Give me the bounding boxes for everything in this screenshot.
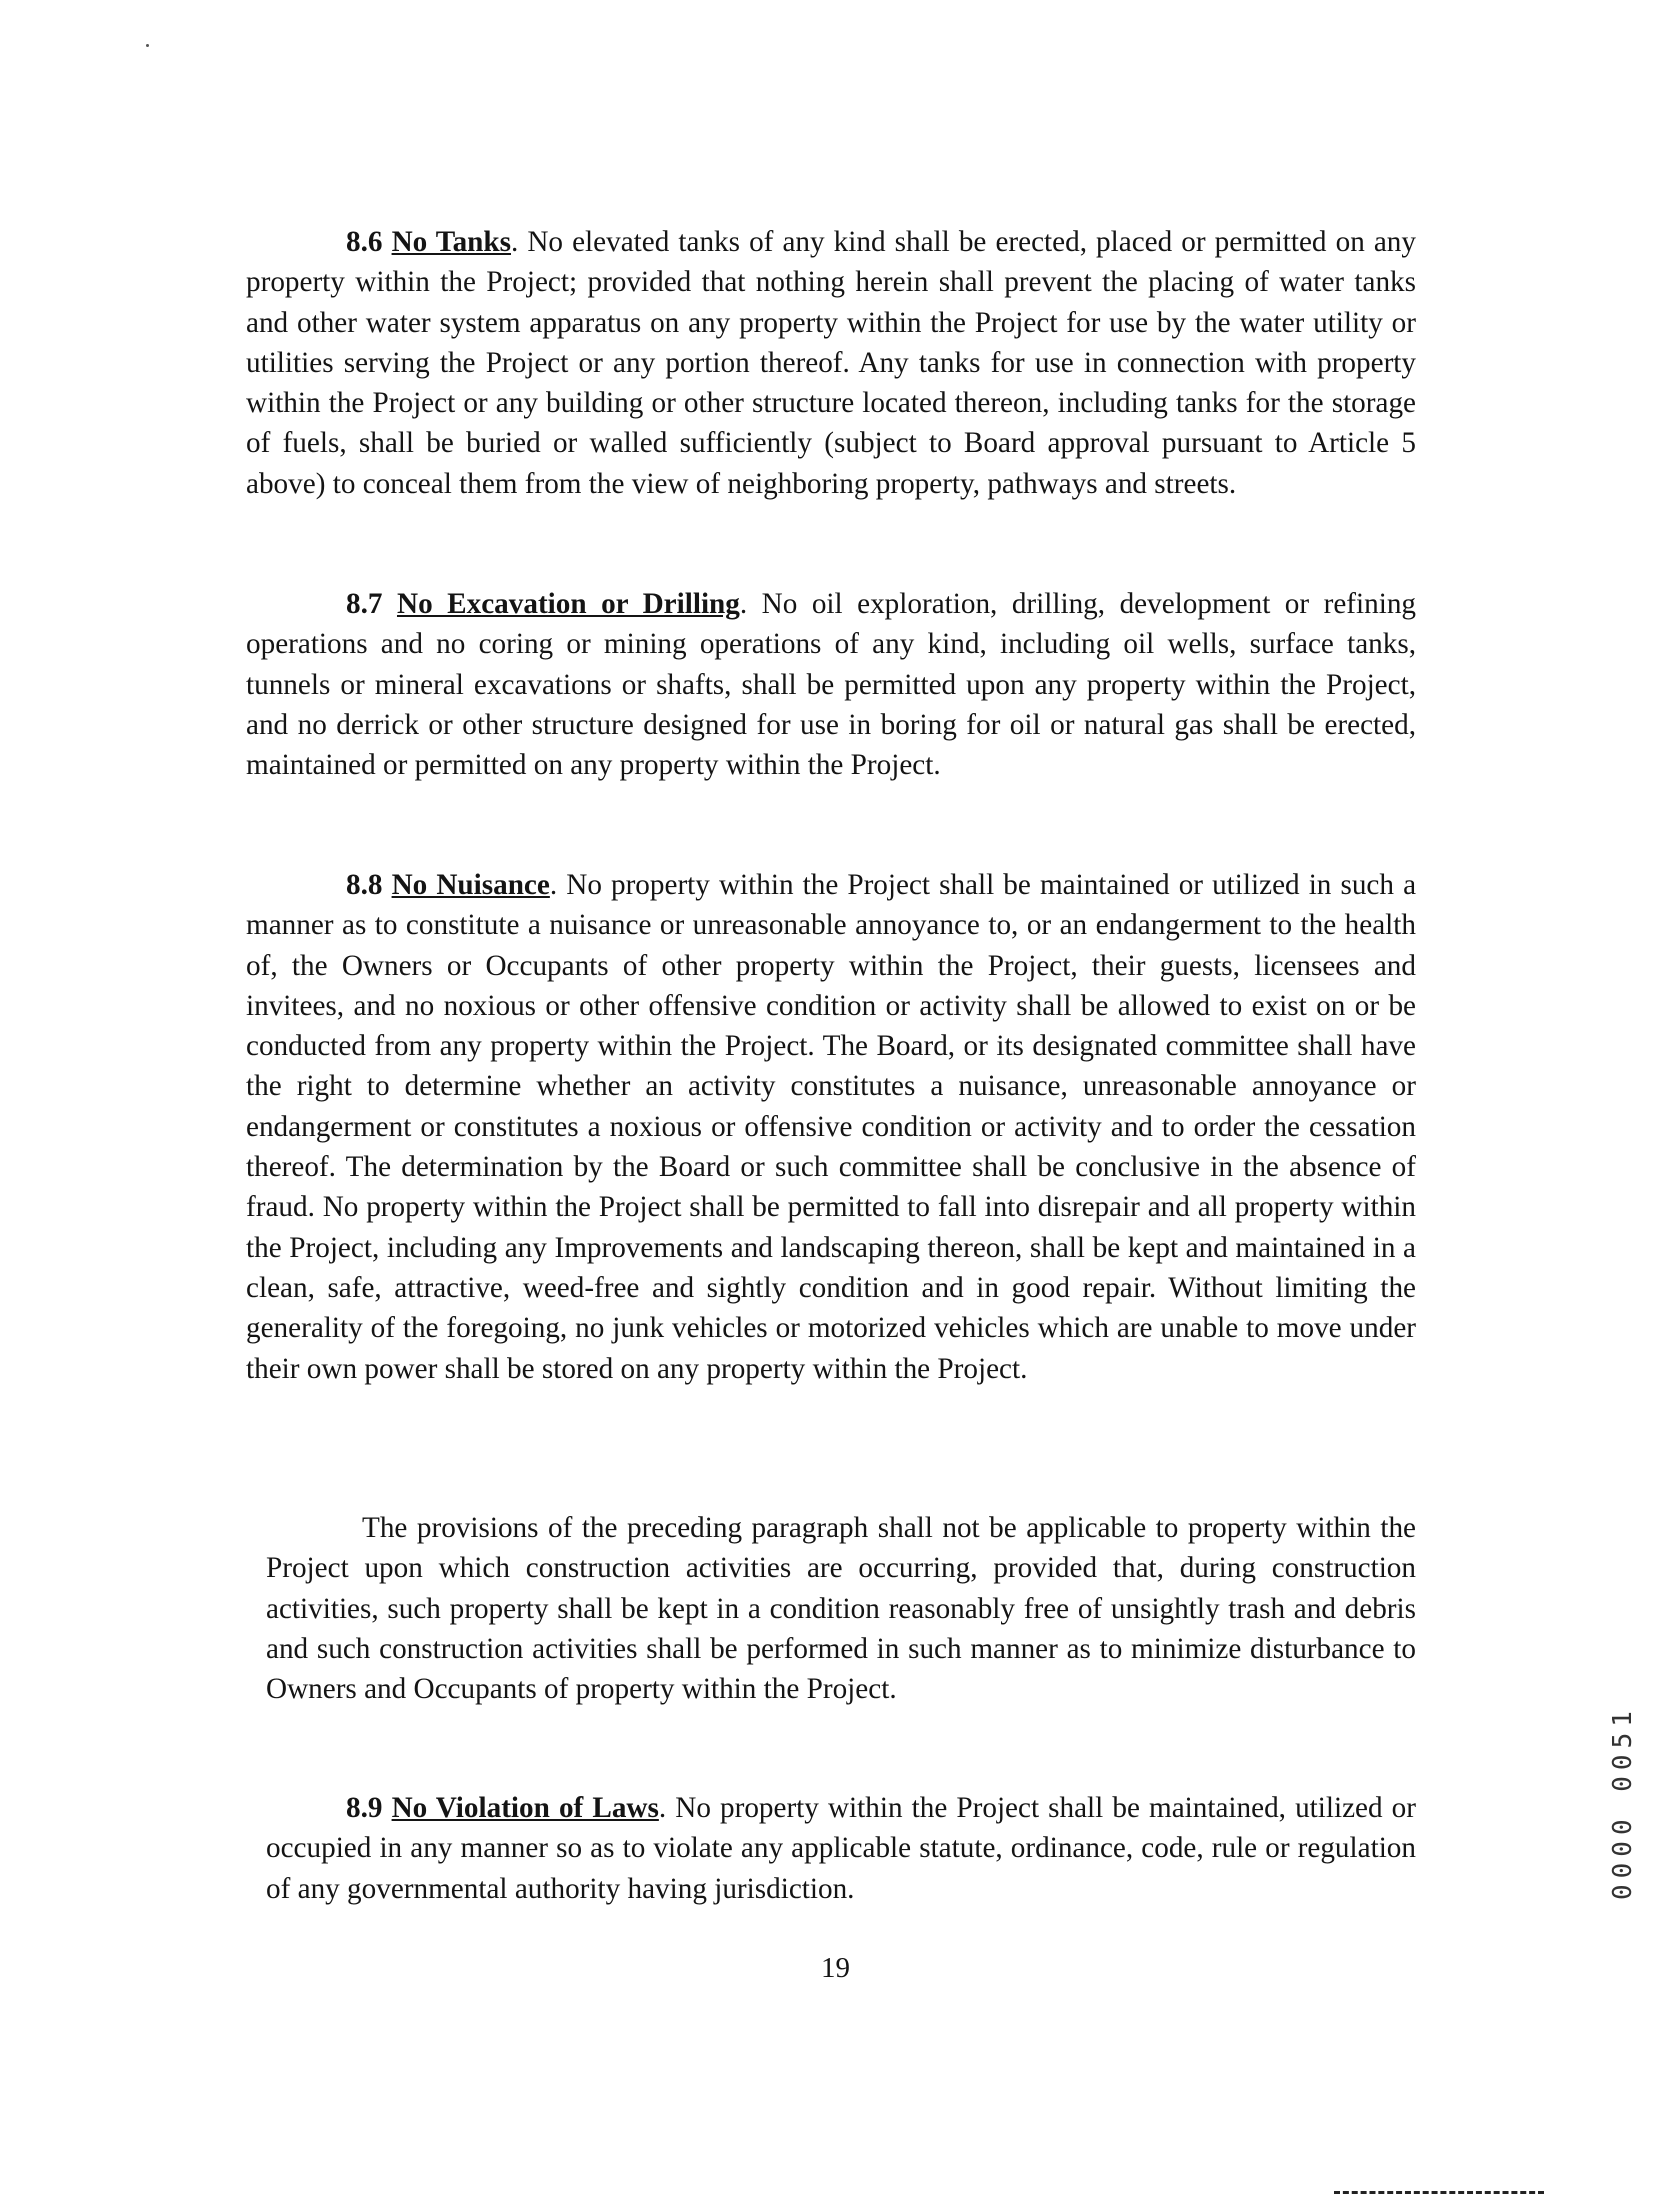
section-number: 8.9 — [346, 1792, 383, 1824]
section-title: No Excavation or Drilling — [396, 588, 740, 620]
section-8-7 — [246, 584, 1416, 785]
section-8-9 — [266, 1788, 1416, 1909]
section-8-6 — [246, 222, 1416, 504]
section-8-8 — [246, 865, 1416, 1389]
section-title: No Nuisance — [391, 869, 550, 901]
scan-speck — [146, 44, 149, 47]
continuation-paragraph: The provisions of the preceding paragraph shall not be applicable to property within the Project upon which construction activities are occurring, provided that, during construction activities, such property shall be kept in a condition reasonably free of unsightly trash and debris and such construction activities shall be performed in such manner as to minimize disturbance to Owners and Occupants of property within the Project. — [266, 1512, 1416, 1706]
section-title: No Tanks — [391, 226, 511, 258]
section-body: . No property within the Project shall be maintained or utilized in such a manner as to constitute a nuisance or unreasonable annoyance to, or an endangerment to the health of, the Owners or Occupants of other property within the Project, their guests, licensees and invitees, and no noxious or other offensive condition or activity shall be allowed to exist on or be conducted from any property within the Project. The Board, or its designated committee shall have the right to determine whether an activity constitutes a nuisance, unreasonable annoyance or endangerment or constitutes a noxious or offensive condition or activity and to order the cessation thereof. The determination by the Board or such committee shall be conclusive in the absence of fraud. No property within the Project shall be permitted to fall into disrepair and all property within the Project, including any Improvements and landscaping thereon, shall be kept and maintained in a clean, safe, attractive, weed-free and sightly condition and in good repair. Without limiting the generality of the foregoing, no junk vehicles or motorized vehicles which are unable to move under their own power shall be stored on any property within the Project. — [246, 869, 1417, 1385]
section-number: 8.8 — [346, 869, 383, 901]
margin-stamp-text: 0000 0051 — [1608, 1705, 1638, 1900]
section-title: No Violation of Laws — [391, 1792, 659, 1824]
section-body: . No elevated tanks of any kind shall be erected, placed or permitted on any property within the Project; provided that nothing herein shall prevent the placing of water tanks and other water system apparatus on any property within the Project for use by the water utility or utilities serving the Project or any portion thereof. Any tanks for use in connection with property within the Project or any building or other structure located thereon, including tanks for the storage of fuels, shall be buried or walled sufficiently (subject to Board approval pursuant to Article 5 above) to conceal them from the view of neighboring property, pathways and streets. — [246, 226, 1416, 500]
section-number: 8.6 — [346, 226, 383, 258]
section-body: . No oil exploration, drilling, development or refining operations and no coring or mining operations of any kind, including oil wells, surface tanks, tunnels or mineral excavations or shafts, shall be permitted upon any property within the Project, and no derrick or other structure designed for use in boring for oil or natural gas shall be erected, maintained or permitted on any property within the Project. — [246, 588, 1417, 782]
page-number: 19 — [821, 1952, 850, 1984]
section-number: 8.7 — [346, 588, 383, 620]
bottom-rule — [1334, 2191, 1544, 2198]
section-body: . No property within the Project shall be maintained, utilized or occupied in any manner so as to violate any applicable statute, ordinance, code, rule or regulation of any governmental authority having jurisdiction. — [266, 1792, 1416, 1905]
margin-stamp — [1604, 1560, 1644, 1900]
